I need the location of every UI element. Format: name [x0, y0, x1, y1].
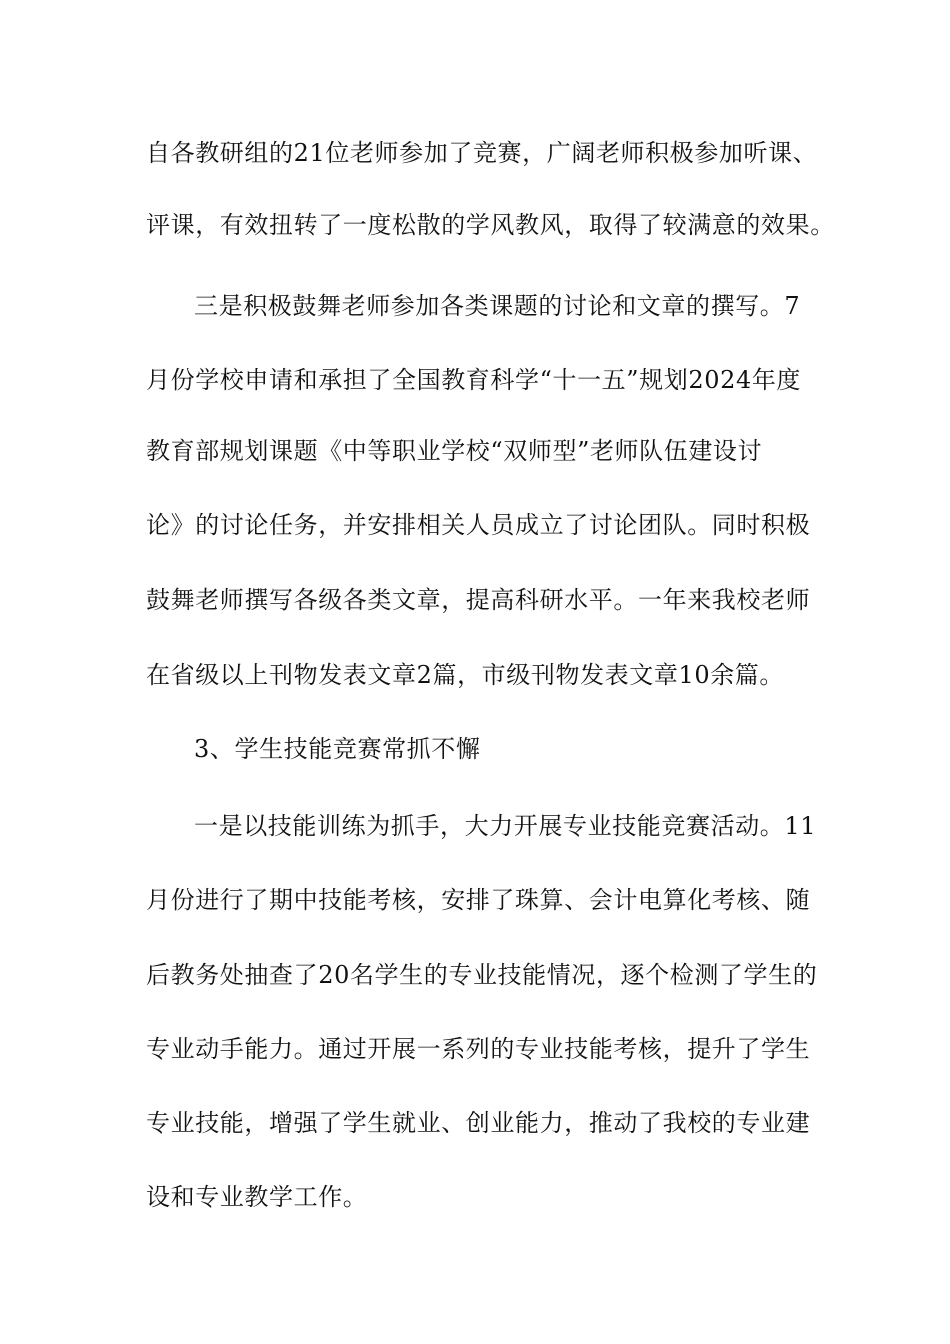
paragraph-start-line: 一是以技能训练为抓手，大力开展专业技能竞赛活动。11: [194, 812, 817, 840]
text-line: 月份学校申请和承担了全国教育科学“十一五”规划2024年度: [146, 366, 802, 394]
text-line: 专业动手能力。通过开展一系列的专业技能考核，提升了学生: [146, 1035, 811, 1063]
text-line: 论》的讨论任务，并安排相关人员成立了讨论团队。同时积极: [146, 511, 811, 539]
text-line: 在省级以上刊物发表文章2篇，市级刊物发表文章10余篇。: [146, 661, 785, 689]
paragraph-start-line: 三是积极鼓舞老师参加各类课题的讨论和文章的撰写。7: [194, 292, 801, 320]
text-line: 专业技能，增强了学生就业、创业能力，推动了我校的专业建: [146, 1109, 811, 1137]
text-line: 教育部规划课题《中等职业学校“双师型”老师队伍建设讨: [146, 437, 763, 465]
text-line: 鼓舞老师撰写各级各类文章，提高科研水平。一年来我校老师: [146, 586, 811, 614]
text-line: 评课，有效扭转了一度松散的学风教风，取得了较满意的效果。: [146, 211, 835, 239]
text-line: 设和专业教学工作。: [146, 1183, 368, 1211]
text-line: 后教务处抽查了20名学生的专业技能情况，逐个检测了学生的: [146, 961, 818, 989]
section-heading: 3、学生技能竞赛常抓不懈: [194, 735, 481, 763]
text-line: 自各教研组的21位老师参加了竞赛，广阔老师积极参加听课、: [146, 139, 818, 167]
text-line: 月份进行了期中技能考核，安排了珠算、会计电算化考核、随: [146, 886, 811, 914]
